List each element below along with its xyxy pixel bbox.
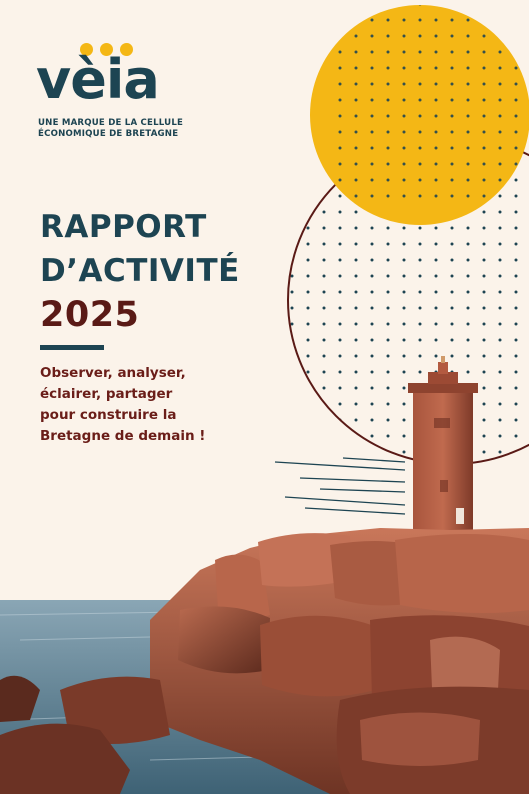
report-title — [40, 205, 240, 338]
logo-tagline: UNE MARQUE DE LA CELLULE ÉCONOMIQUE DE BRETAGNE — [38, 118, 184, 139]
title-divider — [40, 345, 104, 350]
title-line-2: D’ACTIVITÉ — [40, 253, 240, 289]
report-subtitle: Observer, analyser, éclairer, partager pour construire la Bretagne de demain ! — [40, 365, 206, 444]
logo-wordmark: vèia — [36, 48, 159, 111]
title-line-1: RAPPORT — [40, 209, 207, 245]
wind-lines-decoration — [275, 458, 405, 514]
yellow-circle-decoration — [310, 5, 529, 225]
report-year: 2025 — [40, 295, 140, 335]
